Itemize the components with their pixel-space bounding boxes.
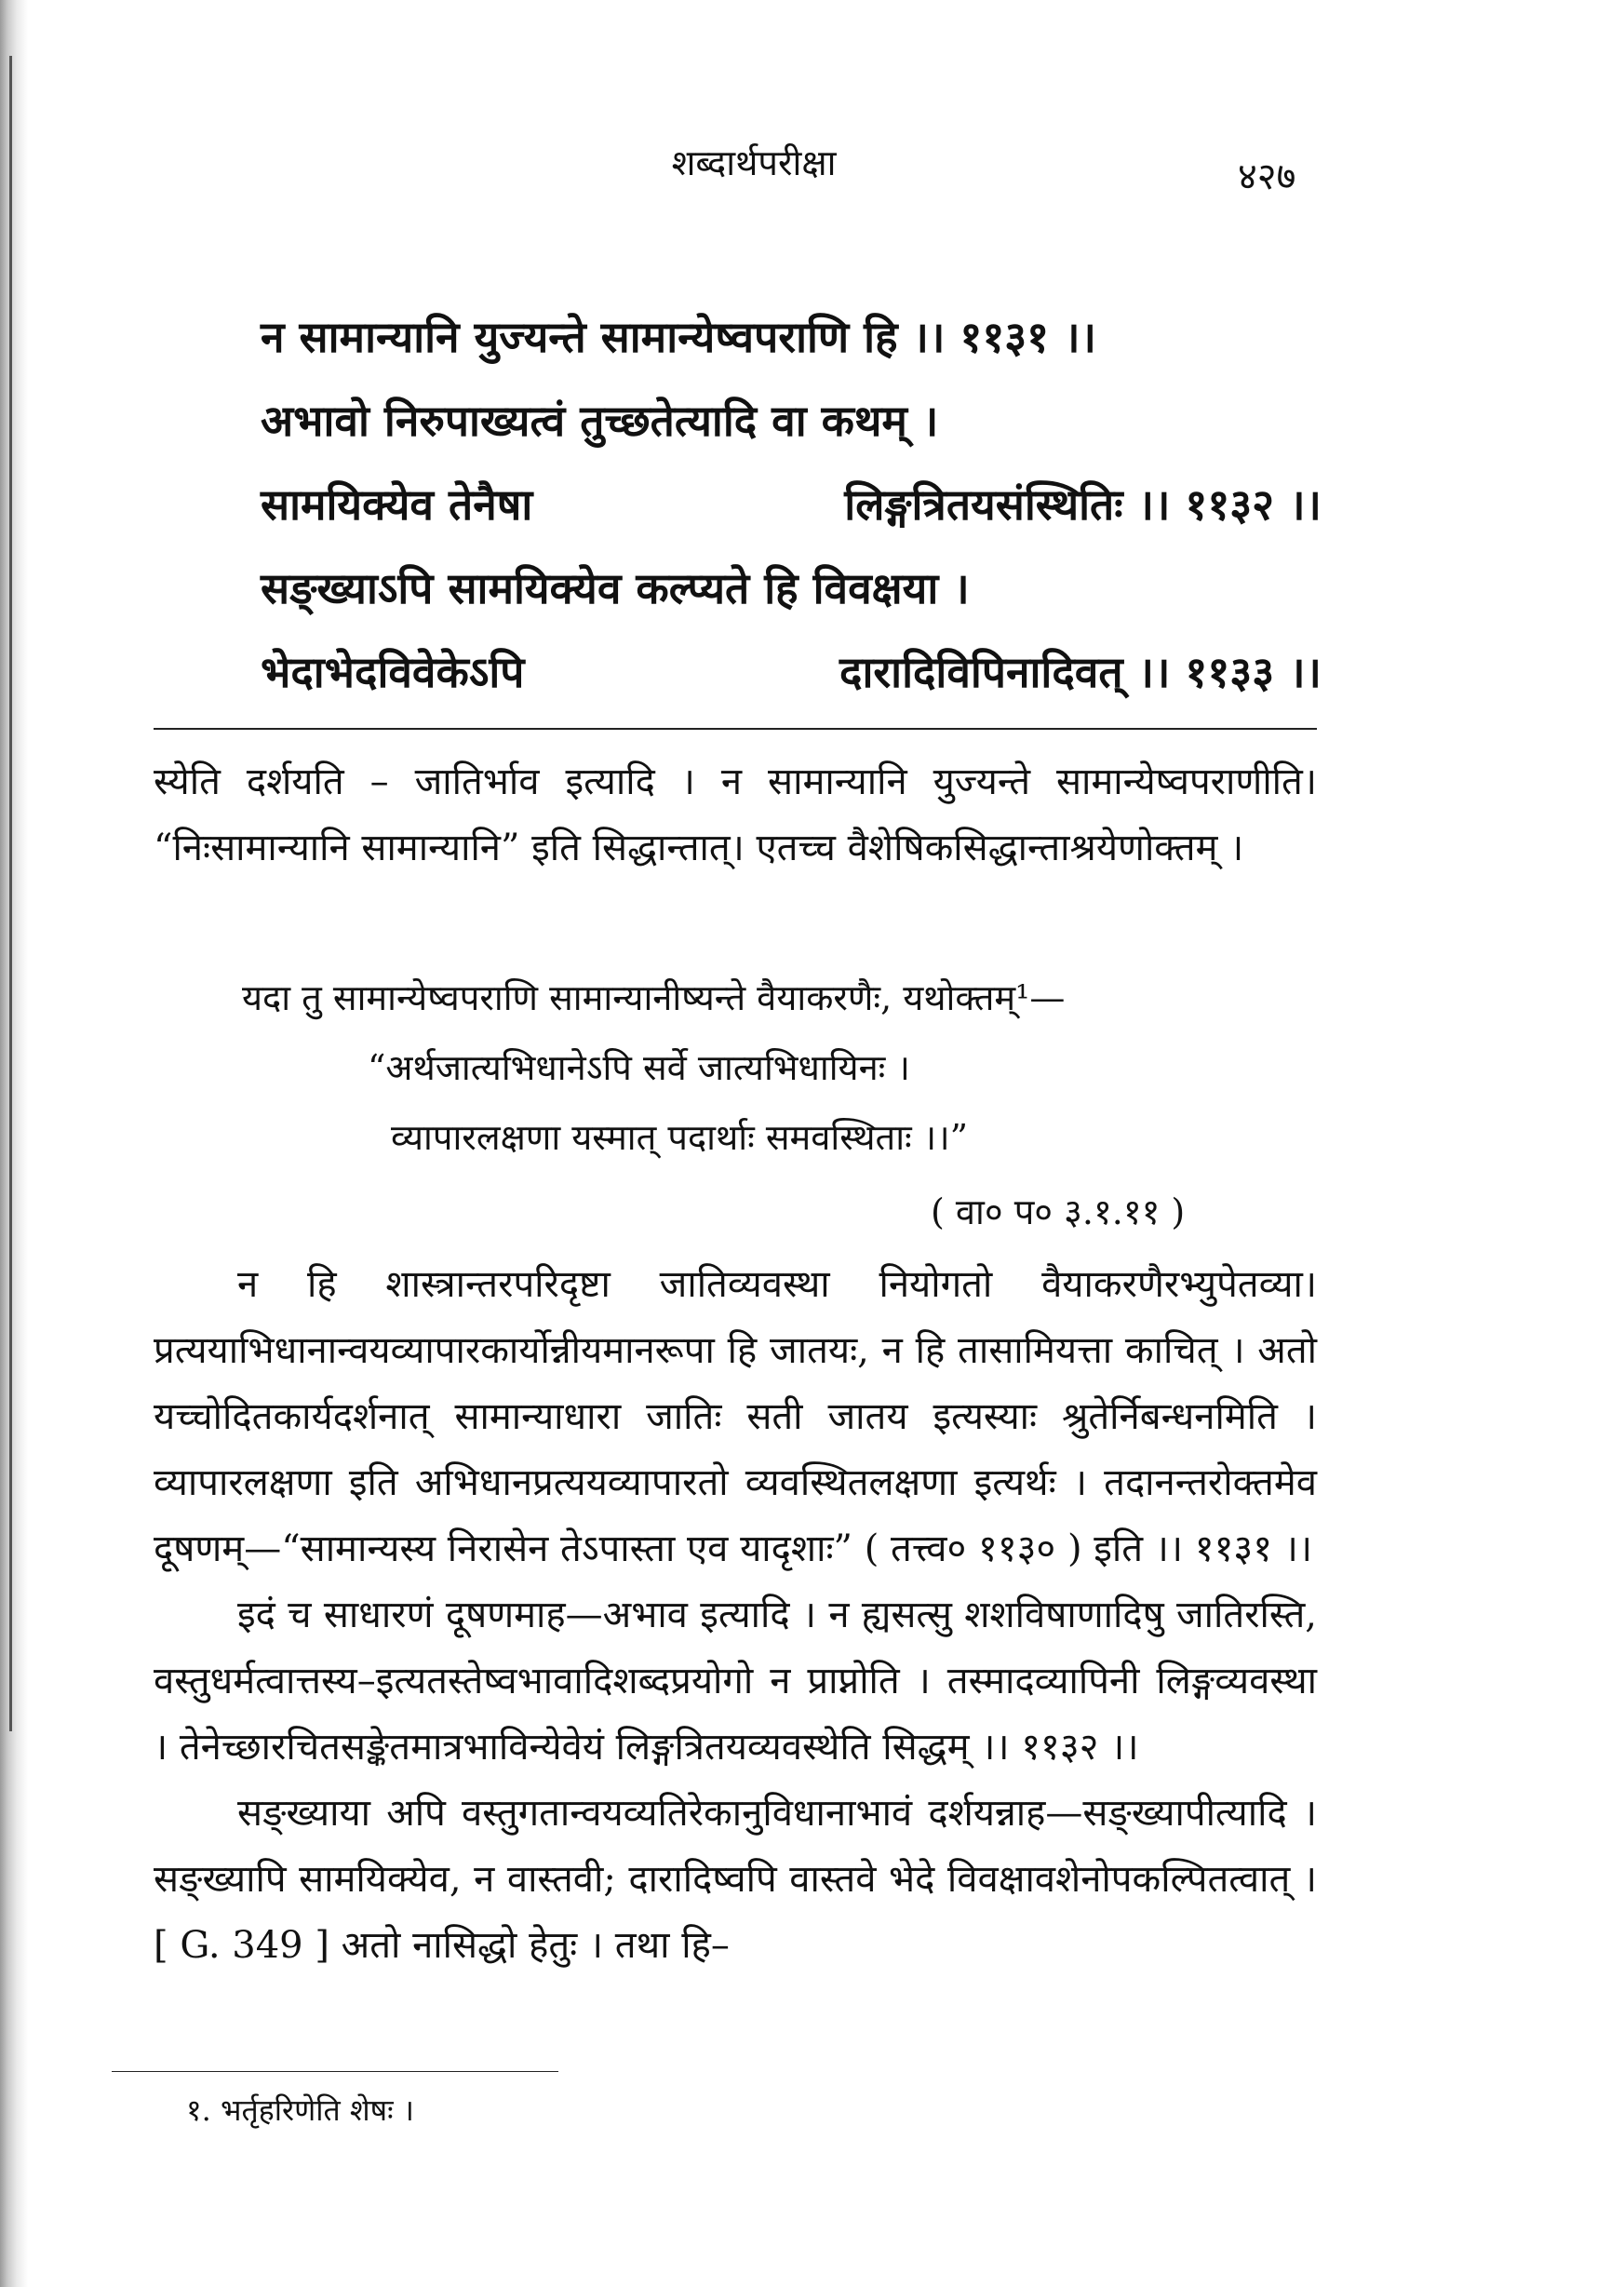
quote-verse-line-1: “अर्थजात्यभिधानेऽपि सर्वे जात्यभिधायिनः । bbox=[368, 1047, 910, 1088]
verse-line-4 bbox=[261, 558, 1322, 614]
verse-divider-rule bbox=[154, 728, 1317, 730]
commentary-paragraph-1-text: स्येति दर्शयति – जातिर्भाव इत्यादि । न सामान्यानि युज्यन्ते सामान्येष्वपराणीति। “निःसामान्यानि सामान्यानि” इति सिद्धान्तात्। एतच्च वैशेषिकसिद्धान्ताश्रयेणोक्तम् । bbox=[154, 760, 1317, 869]
verse-line-4-text: सङ्ख्याऽपि सामयिक्येव कल्प्यते हि विवक्षया । bbox=[261, 563, 970, 613]
verse-line-5-right: दारादिविपिनादिवत् ।। ११३३ ।। bbox=[839, 647, 1322, 697]
commentary-paragraph-4: सङ्ख्याया अपि वस्तुगतान्वयव्यतिरेकानुविधानाभावं दर्शयन्नाह—सङ्ख्यापीत्यादि । सङ्ख्यापि सामयिक्येव, न वास्तवी; दारादिष्वपि वास्तवे भेदे विवक्षावशेनोपकल्पितत्वात् । [ G. 349 ] अतो नासिद्धो हेतुः । तथा हि– bbox=[154, 1792, 1317, 1967]
quote-intro: यदा तु सामान्येष्वपराणि सामान्यानीष्यन्ते वैयाकरणैः, यथोक्तम्¹— bbox=[242, 977, 1066, 1018]
verse-line-2 bbox=[261, 391, 1322, 447]
verse-line-1-text: न सामान्यानि युज्यन्ते सामान्येष्वपराणि हि ।। ११३१ ।। bbox=[261, 312, 1096, 362]
verse-line-5 bbox=[261, 642, 1322, 698]
footnote: १. भर्तृहरिणेति शेषः । bbox=[186, 2092, 414, 2128]
commentary-body bbox=[154, 1252, 1317, 1979]
page-number: ४२७ bbox=[1238, 155, 1296, 198]
commentary-paragraph-3: इदं च साधारणं दूषणमाह—अभाव इत्यादि । न ह्यसत्सु शशविषाणादिषु जातिरस्ति, वस्तुधर्मत्वात्तस्य–इत्यतस्तेष्वभावादिशब्दप्रयोगो न प्राप्नोति । तस्मादव्यापिनी लिङ्गव्यवस्था । तेनेच्छारचितसङ्केतमात्रभाविन्येवेयं लिङ्गत्रितयव्यवस्थेति सिद्धम् ।। ११३२ ।। bbox=[154, 1594, 1317, 1769]
commentary-paragraph-1 bbox=[154, 749, 1317, 881]
quote-reference: ( वा० प० ३.१.११ ) bbox=[931, 1191, 1186, 1232]
verse-line-3-right: लिङ्गत्रितयसंस्थितिः ।। ११३२ ।। bbox=[844, 479, 1322, 530]
page-spine-shadow bbox=[0, 0, 28, 2287]
running-header-title: शब्दार्थपरीक्षा bbox=[671, 142, 837, 183]
quote-verse-line-2: व्यापारलक्षणा यस्मात् पदार्थाः समवस्थिताः ।।” bbox=[391, 1117, 969, 1158]
commentary-paragraph-2: न हि शास्त्रान्तरपरिदृष्टा जातिव्यवस्था नियोगतो वैयाकरणैरभ्युपेतव्या। प्रत्ययाभिधानान्वयव्यापारकार्योन्नीयमानरूपा हि जातयः, न हि तासामियत्ता काचित् । अतो यच्चोदितकार्यदर्शनात् सामान्याधारा जातिः सती जातय इत्यस्याः श्रुतेर्निबन्धनमिति । व्यापारलक्षणा इति अभिधानप्रत्ययव्यापारतो व्यवस्थितलक्षणा इत्यर्थः । तदानन्तरोक्तमेव दूषणम्—“सामान्यस्य निरासेन तेऽपास्ता एव यादृशाः” ( तत्त्व० ११३० ) इति ।। ११३१ ।। bbox=[154, 1263, 1317, 1570]
verse-line-1 bbox=[261, 307, 1322, 363]
binding-edge bbox=[9, 56, 12, 1731]
footnote-rule bbox=[112, 2071, 558, 2072]
verse-line-5-left: भेदाभेदविवेकेऽपि bbox=[261, 647, 525, 697]
verse-line-3-left: सामयिक्येव तेनैषा bbox=[261, 479, 533, 530]
verse-line-2-text: अभावो निरुपाख्यत्वं तुच्छतेत्यादि वा कथम् । bbox=[261, 396, 939, 446]
verse-line-3 bbox=[261, 475, 1322, 531]
